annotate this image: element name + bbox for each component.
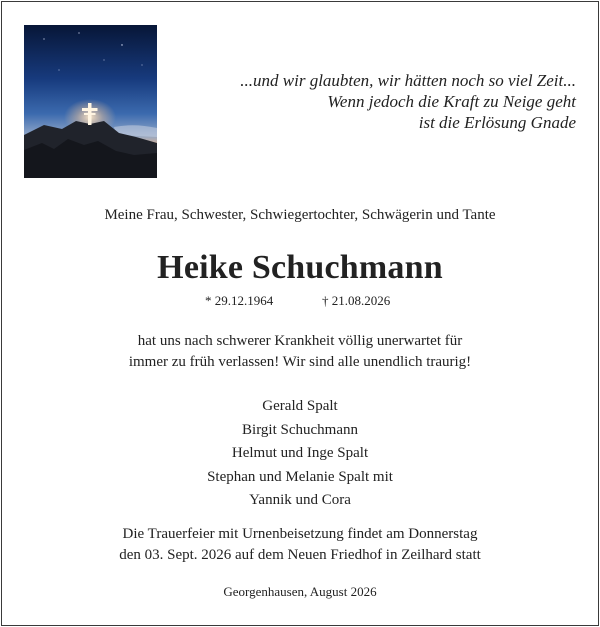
mourner-name: Helmut und Inge Spalt [231,445,369,461]
message-line: hat uns nach schwerer Krankheit völlig unerwartet für [137,333,463,349]
mountain-cross-icon [24,25,157,178]
passing-message [0,331,600,373]
birth-date: * 29.12.1964 [205,293,274,308]
service-line: den 03. Sept. 2026 auf dem Neuen Friedhof in Zeilhard statt [119,547,481,563]
mountain-cross-photo [24,25,157,178]
epigraph-quote [240,70,576,133]
relationship-intro: Meine Frau, Schwester, Schwiegertochter, Schwägerin und Tante [104,207,496,223]
mourners-list [0,395,600,513]
quote-line: Wenn jedoch die Kraft zu Neige geht [327,92,576,111]
mourner-name: Birgit Schuchmann [242,421,358,438]
quote-line: ...und wir glaubten, wir hätten noch so viel Zeit... [240,71,576,90]
mourner-name: Gerald Spalt [262,398,338,414]
funeral-service-info [0,524,600,566]
death-date: † 21.08.2026 [322,293,391,308]
quote-line: ist die Erlösung Gnade [418,113,576,132]
deceased-name: Heike Schuchmann [157,249,443,286]
place-and-date: Georgenhausen, August 2026 [223,584,377,599]
message-line: immer zu früh verlassen! Wir sind alle unendlich traurig! [128,354,472,370]
mourner-name: Yannik und Cora [249,492,351,508]
mourner-name: Stephan und Melanie Spalt mit [207,468,393,485]
service-line: Die Trauerfeier mit Urnenbeisetzung findet am Donnerstag [122,526,478,542]
